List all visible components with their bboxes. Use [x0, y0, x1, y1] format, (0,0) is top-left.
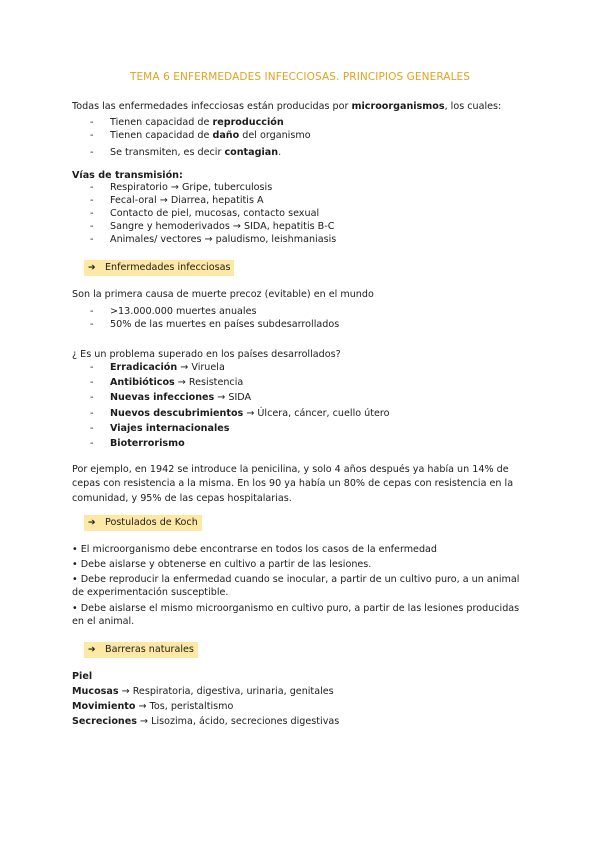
arrow-right-icon: ➔ [88, 263, 96, 273]
barrera-bold: Piel [72, 671, 93, 682]
list-item [90, 221, 336, 234]
question-paragraph: ¿ Es un problema superado en los países desarrollados? [72, 349, 341, 360]
list-text: Animales/ vectores → paludismo, leishmaniasis [110, 233, 337, 245]
list-dash: - [90, 392, 94, 404]
list-text: . [278, 146, 282, 158]
vias-heading-text: Vías de transmisión: [72, 170, 183, 181]
list-bold: Erradicación [110, 362, 178, 373]
list-dash: - [90, 318, 94, 330]
list-item [90, 360, 390, 375]
intro-list [90, 116, 311, 159]
list-dash: - [90, 220, 94, 232]
list-text: 50% de las muertes en países subdesarrollados [110, 318, 340, 330]
list-dash: - [90, 117, 94, 128]
list-dash: - [90, 422, 94, 434]
list-text: Tienen capacidad de [110, 130, 213, 142]
list-dash: - [90, 194, 94, 206]
list-text: Sangre y hemoderivados → SIDA, hepatitis B-C [110, 220, 335, 232]
list-item [90, 208, 336, 221]
list-text: Fecal-oral → Diarrea, hepatitis A [110, 194, 264, 206]
list-item [90, 436, 390, 451]
ejemplo-paragraph: Por ejemplo, en 1942 se introduce la penicilina, y solo 4 años después ya había un 14% de cepas con resistencia a la misma. En los 90 ya había un 80% de cepas con resistencia en la comunidad, y 95% de las cepas hospitalarias. [72, 464, 514, 504]
intro-bold: microorganismos [351, 101, 445, 112]
list-dash: - [90, 182, 94, 193]
barrera-movimiento [72, 700, 527, 714]
barrera-text: → Respiratoria, digestiva, urinaria, genitales [118, 686, 334, 697]
koch-item: • El microorganismo debe encontrarse en todos los casos de la enfermedad [72, 544, 438, 555]
list-bold: reproducción [212, 117, 284, 128]
list-item [90, 375, 390, 390]
list-text: → Viruela [177, 362, 225, 373]
list-dash: - [90, 377, 94, 389]
intro-paragraph [72, 100, 527, 114]
list-item [90, 116, 311, 129]
list-text: >13.000.000 muertes anuales [110, 306, 257, 317]
barrera-bold: Mucosas [72, 686, 119, 697]
barrera-bold: Movimiento [72, 701, 136, 712]
list-bold: Viajes internacionales [110, 422, 230, 434]
list-dash: - [90, 306, 94, 317]
koch-item: • Debe reproducir la enfermedad cuando se inocular, a partir de un cultivo puro, a un animal de experimentación susceptible. [72, 574, 520, 598]
list-item [90, 319, 339, 332]
list-dash: - [90, 207, 94, 219]
intro-text: Todas las enfermedades infecciosas están producidas por [72, 101, 352, 112]
list-dash: - [90, 146, 94, 158]
list-dash: - [90, 233, 94, 245]
list-item [90, 421, 390, 436]
list-bold: daño [212, 130, 240, 142]
arrow-right-icon: ➔ [88, 518, 96, 528]
list-text: Contacto de piel, mucosas, contacto sexual [110, 207, 320, 219]
list-text: Se transmiten, es decir [110, 146, 225, 158]
vias-list [90, 182, 336, 246]
primera-causa-paragraph: Son la primera causa de muerte precoz (evitable) en el mundo [72, 289, 374, 300]
list-text: Tienen capacidad de [110, 117, 213, 128]
koch-item: • Debe aislarse el mismo microorganismo en cultivo puro, a partir de las lesiones producidas en el animal. [72, 603, 520, 627]
document-title: TEMA 6 ENFERMEDADES INFECCIOSAS. PRINCIPIOS GENERALES [129, 71, 471, 83]
problema-list [90, 360, 390, 451]
section-label: Postulados de Koch [105, 517, 198, 528]
list-text: → Resistencia [174, 377, 244, 389]
list-bold: Nuevos descubrimientos [110, 407, 244, 419]
list-bold: Nuevas infecciones [110, 392, 215, 404]
barrera-mucosas [72, 685, 527, 699]
barrera-secreciones [72, 715, 527, 729]
list-text: → Úlcera, cáncer, cuello útero [243, 407, 390, 419]
barrera-text: → Lisozima, ácido, secreciones digestivas [136, 716, 340, 727]
intro-after: , los cuales: [444, 101, 502, 112]
section-heading-barreras [84, 642, 198, 658]
list-item [90, 146, 311, 159]
list-item [90, 182, 336, 195]
list-text: → SIDA [214, 392, 252, 404]
list-item [90, 390, 390, 405]
list-item [90, 406, 390, 421]
list-text: Respiratorio → Gripe, tuberculosis [110, 182, 273, 193]
barrera-piel [72, 670, 527, 684]
barrera-bold: Secreciones [72, 716, 137, 727]
list-item [90, 306, 339, 319]
section-heading-koch [84, 515, 202, 531]
section-label: Barreras naturales [105, 644, 194, 655]
list-bold: Bioterrorismo [110, 437, 185, 449]
list-item [90, 195, 336, 208]
list-dash: - [90, 362, 94, 373]
muertes-list [90, 306, 339, 332]
vias-heading [72, 169, 527, 183]
list-item [90, 234, 336, 247]
list-bold: contagian [224, 146, 279, 158]
list-bold: Antibióticos [110, 377, 175, 389]
list-dash: - [90, 437, 94, 449]
list-dash: - [90, 407, 94, 419]
arrow-right-icon: ➔ [88, 645, 96, 655]
list-dash: - [90, 130, 94, 142]
list-text: del organismo [239, 130, 311, 142]
section-heading-enfermedades [84, 260, 234, 276]
list-item [90, 129, 311, 142]
section-label: Enfermedades infecciosas [105, 262, 231, 273]
koch-item: • Debe aislarse y obtenerse en cultivo a partir de las lesiones. [72, 559, 372, 570]
barrera-text: → Tos, peristaltismo [135, 701, 234, 712]
